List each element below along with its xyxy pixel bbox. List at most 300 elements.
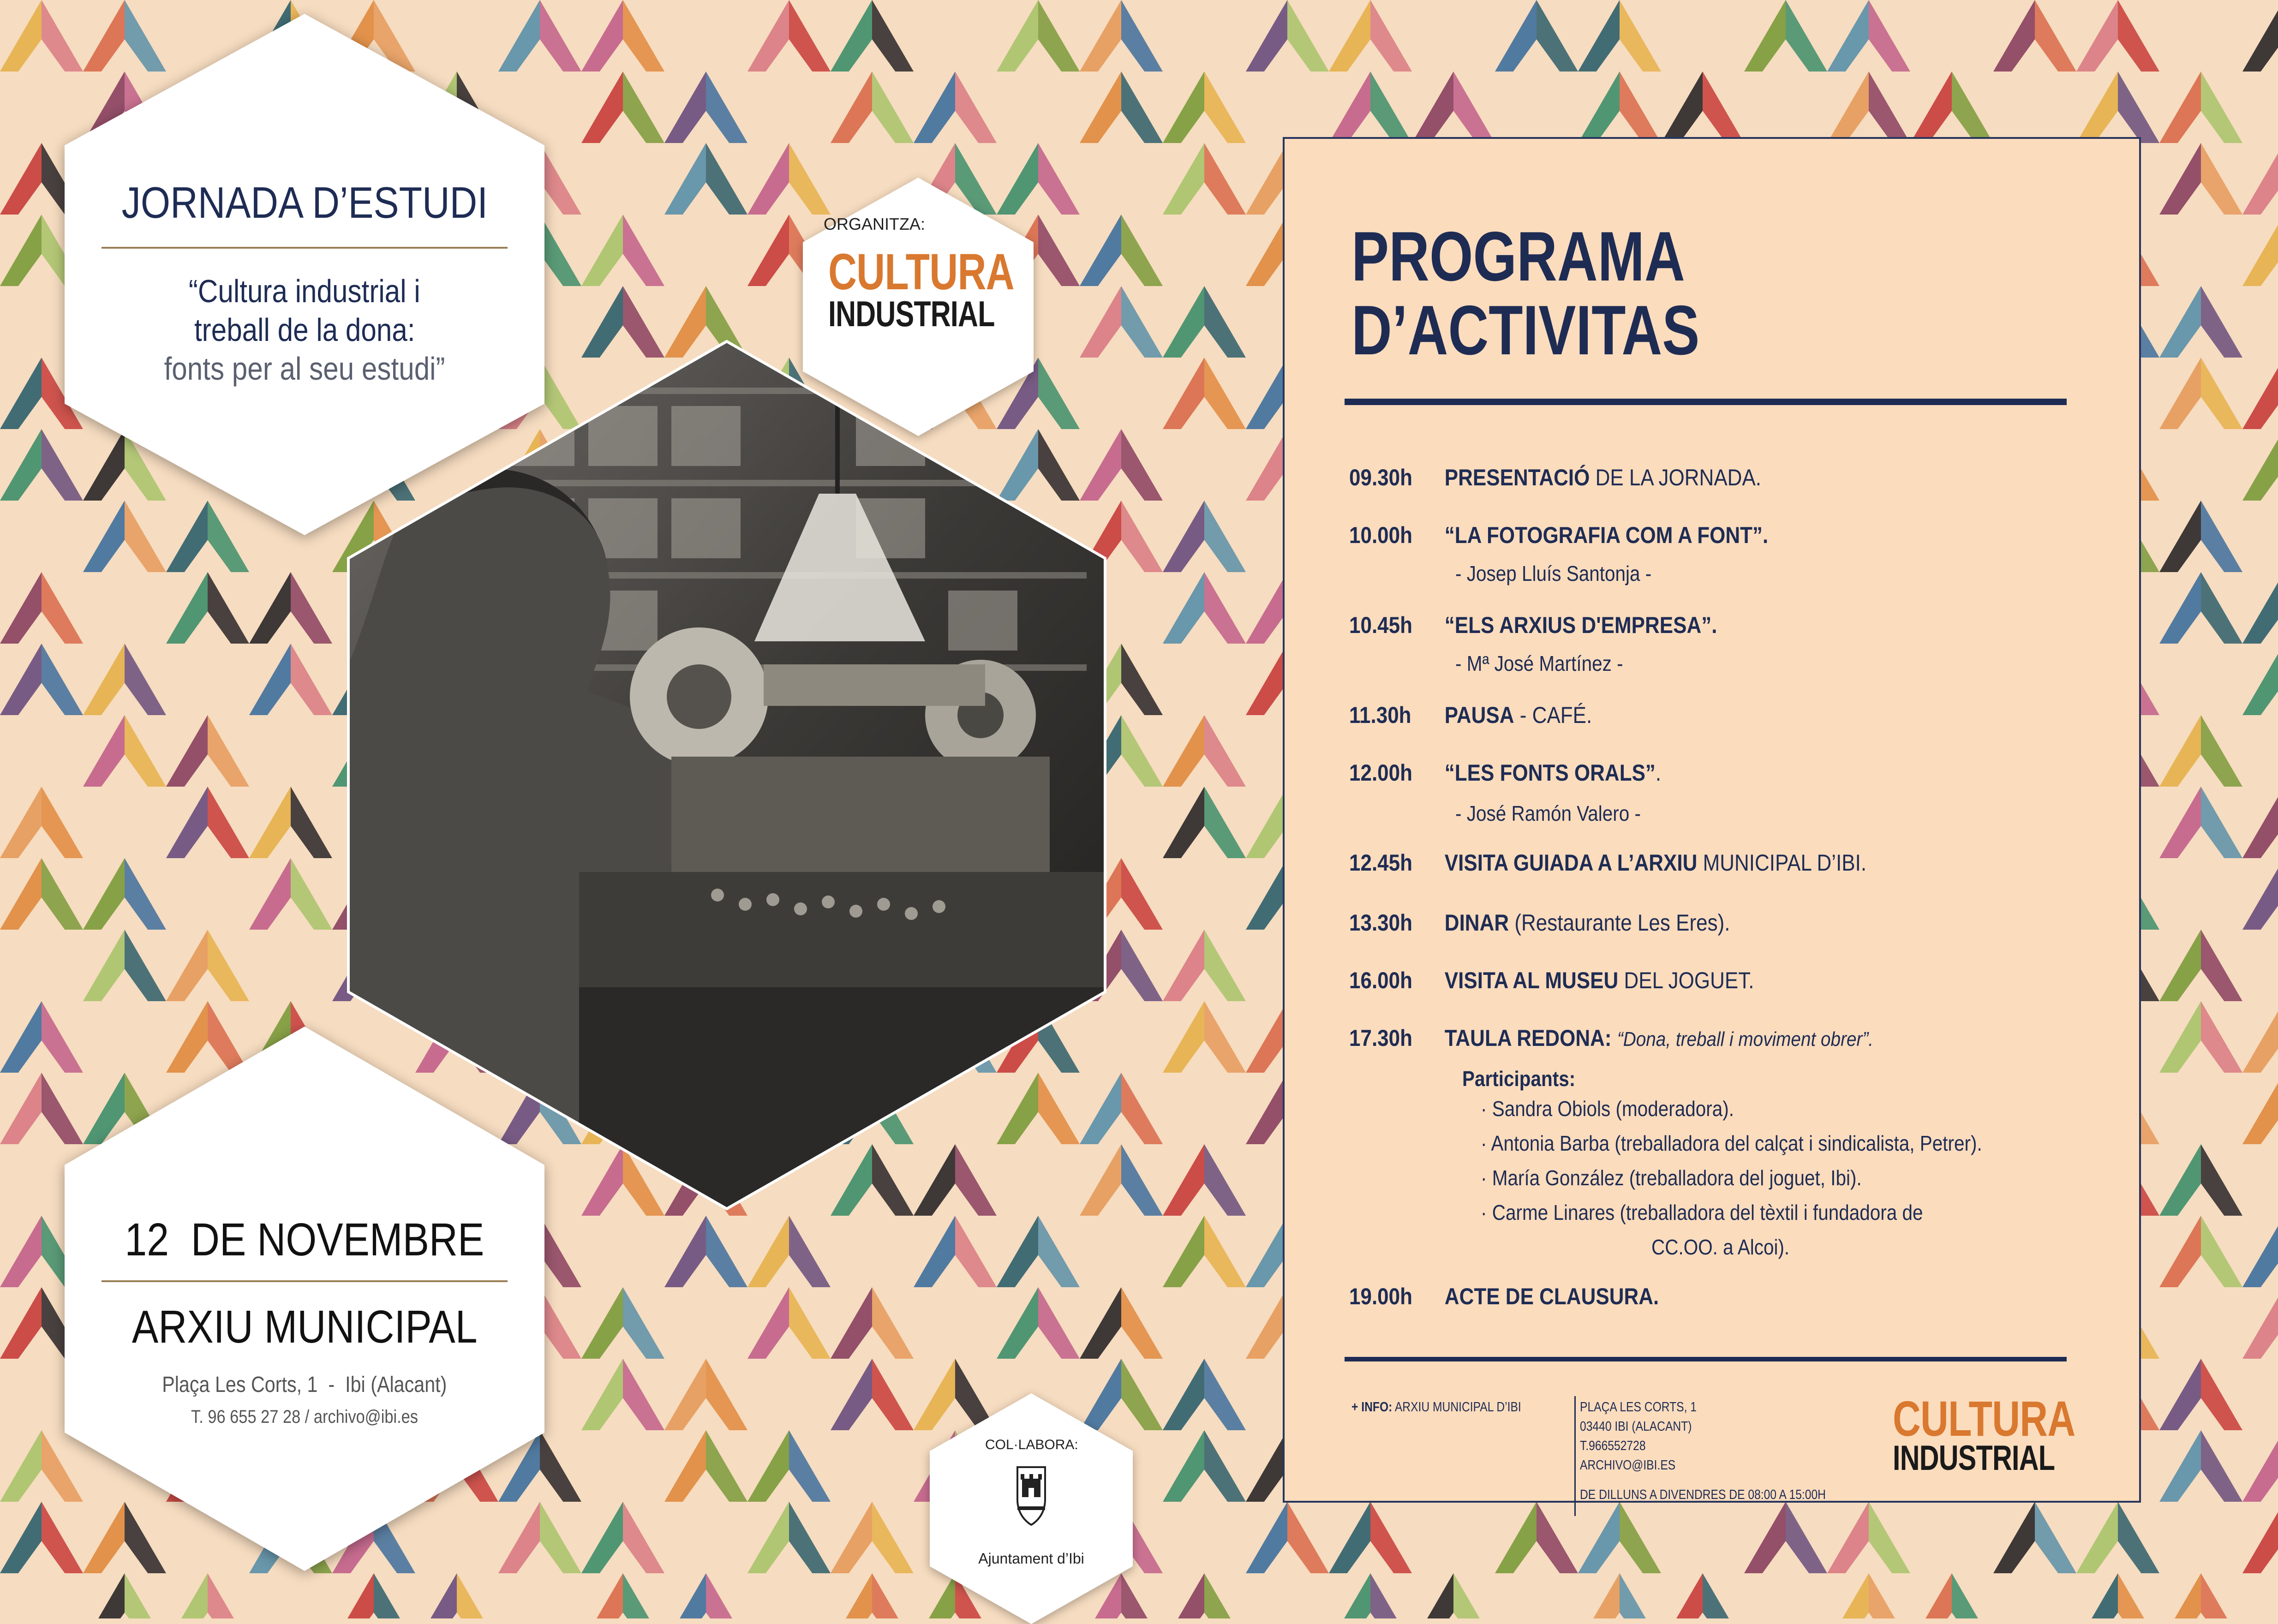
chevron-shape [1910, 1573, 1952, 1618]
chevron-shape [914, 1216, 955, 1287]
chevron-shape [291, 572, 332, 644]
program-item [1349, 464, 1761, 491]
chevron-shape [1661, 72, 1703, 143]
chevron-shape [249, 787, 291, 858]
chevron-shape [664, 1430, 706, 1502]
chevron-shape [2242, 1001, 2278, 1073]
chevron-shape [1121, 429, 1163, 501]
chevron-shape [1121, 1144, 1163, 1216]
chevron-shape [1620, 72, 1661, 143]
chevron-shape [1370, 72, 1412, 143]
chevron-shape [1744, 1502, 1786, 1573]
chevron-shape [2242, 787, 2278, 858]
chevron-shape [1121, 72, 1163, 143]
chevron-shape [1163, 1001, 1204, 1073]
program-item-time: 11.30h [1349, 702, 1411, 728]
participant-line: · Sandra Obiols (moderadora). [1481, 1097, 1734, 1121]
chevron-shape [1204, 1001, 1246, 1073]
chevron-shape [83, 644, 125, 715]
program-item-time: 12.45h [1349, 850, 1412, 876]
chevron-shape [1204, 1573, 1246, 1618]
chevron-shape [789, 1287, 831, 1359]
chevron-shape [623, 1502, 664, 1573]
chevron-shape [208, 572, 249, 644]
chevron-shape [1869, 1502, 1910, 1573]
chevron-shape [2242, 858, 2278, 930]
chevron-shape [2201, 1573, 2242, 1618]
program-item-title: TAULA REDONA: [1444, 1025, 1612, 1051]
chevron-shape [1163, 1144, 1204, 1216]
participants-label: Participants: [1462, 1067, 1576, 1091]
chevron-shape [2118, 72, 2159, 143]
chevron-shape [1204, 358, 1246, 429]
chevron-shape [249, 572, 291, 644]
chevron-shape [1827, 1502, 1869, 1573]
chevron-shape [872, 72, 914, 143]
chevron-shape [581, 1287, 623, 1359]
chevron-shape [2076, 1502, 2118, 1573]
chevron-shape [2242, 1216, 2278, 1287]
chevron-shape [747, 1216, 789, 1287]
chevron-shape [332, 1573, 374, 1618]
program-title [1351, 217, 1700, 370]
chevron-shape [125, 858, 166, 930]
chevron-shape [1412, 72, 1453, 143]
chevron-shape [1287, 0, 1329, 72]
chevron-shape [1121, 1073, 1163, 1144]
chevron-shape [208, 930, 249, 1001]
quote-line-2: treball de la dona: [194, 312, 415, 348]
chevron-shape [2076, 0, 2118, 72]
chevron-shape [1952, 72, 1993, 143]
chevron-shape [1453, 72, 1495, 143]
chevron-shape [1620, 1573, 1661, 1618]
chevron-shape [540, 215, 581, 286]
program-item [1349, 849, 1866, 876]
chevron-shape [166, 1573, 208, 1618]
chevron-shape [623, 0, 664, 72]
chevron-shape [1537, 1502, 1578, 1573]
chevron-shape [1163, 501, 1204, 572]
chevron-shape [540, 1287, 581, 1359]
program-item-detail: - CAFÉ. [1514, 702, 1592, 728]
participant-line: · Carme Linares (treballadora del tèxtil i fundadora de [1481, 1200, 1923, 1224]
chevron-shape [2242, 1287, 2278, 1359]
footer-logo-industrial: INDUSTRIAL [1893, 1439, 2055, 1478]
chevron-shape [1080, 0, 1121, 72]
chevron-shape [2242, 0, 2278, 72]
chevron-shape [1370, 1573, 1412, 1618]
quote-line-3: fonts per al seu estudi” [164, 351, 445, 387]
chevron-shape [1246, 1502, 1287, 1573]
chevron-shape [1703, 72, 1744, 143]
chevron-shape [789, 0, 831, 72]
collaborator-hexagon [930, 1393, 1133, 1624]
program-item-detail: “Dona, treball i moviment obrer”. [1617, 1028, 1874, 1051]
chevron-shape [2201, 1144, 2242, 1216]
collaborator-name: Ajuntament d’Ibi [978, 1550, 1084, 1567]
chevron-shape [0, 572, 42, 644]
chevron-shape [0, 644, 42, 715]
chevron-shape [1204, 1216, 1246, 1287]
chevron-shape [125, 1573, 166, 1618]
chevron-shape [2118, 1502, 2159, 1573]
chevron-shape [540, 0, 581, 72]
chevron-shape [2159, 1430, 2201, 1502]
chevron-shape [1786, 0, 1827, 72]
program-item-time: 09.30h [1349, 465, 1412, 490]
chevron-shape [1910, 72, 1952, 143]
chevron-shape [872, 1287, 914, 1359]
program-item-time: 17.30h [1349, 1025, 1412, 1051]
chevron-shape [1204, 286, 1246, 358]
chevron-shape [2242, 215, 2278, 286]
organiser-logo [828, 244, 1066, 334]
chevron-shape [623, 215, 664, 286]
chevron-shape [1038, 143, 1080, 215]
chevron-shape [1329, 1573, 1370, 1618]
collaborator-label: COL·LABORA: [985, 1437, 1078, 1452]
program-item-title: “ELS ARXIUS D'EMPRESA”. [1444, 612, 1717, 638]
chevron-shape [581, 215, 623, 286]
chevron-shape [1329, 1502, 1370, 1573]
chevron-shape [0, 787, 42, 858]
chevron-shape [1204, 501, 1246, 572]
chevron-shape [2118, 0, 2159, 72]
chevron-shape [2159, 572, 2201, 644]
chevron-shape [997, 1216, 1038, 1287]
program-top-bar [1345, 399, 2067, 405]
chevron-shape [872, 1573, 914, 1618]
chevron-shape [1246, 358, 1287, 429]
chevron-shape [540, 1502, 581, 1573]
chevron-shape [664, 1573, 706, 1618]
chevron-shape [1038, 0, 1080, 72]
chevron-shape [125, 644, 166, 715]
chevron-shape [706, 143, 747, 215]
quote-line-1: “Cultura industrial i [189, 273, 420, 309]
date-venue-hexagon [65, 1027, 544, 1571]
chevron-shape [1246, 572, 1287, 644]
chevron-shape [83, 930, 125, 1001]
chevron-shape [1163, 1216, 1204, 1287]
chevron-shape [1038, 1287, 1080, 1359]
chevron-shape [1246, 1001, 1287, 1073]
program-item-detail: . [1655, 760, 1662, 786]
chevron-shape [2159, 930, 2201, 1001]
program-panel [1283, 137, 2141, 1503]
chevron-shape [1204, 1430, 1246, 1502]
chevron-shape [1038, 1216, 1080, 1287]
chevron-shape [291, 644, 332, 715]
chevron-shape [664, 143, 706, 215]
chevron-shape [1246, 644, 1287, 715]
chevron-shape [2242, 644, 2278, 715]
logo-word-industrial: INDUSTRIAL [828, 293, 995, 334]
chevron-shape [1121, 644, 1163, 715]
chevron-shape [1703, 1573, 1744, 1618]
chevron-shape [1869, 0, 1910, 72]
program-item [1349, 909, 1730, 936]
chevron-shape [83, 858, 125, 930]
program-bottom-bar [1345, 1357, 2067, 1361]
chevron-shape [1204, 143, 1246, 215]
chevron-shape [831, 0, 872, 72]
program-item-title: PRESENTACIÓ [1444, 465, 1590, 490]
chevron-shape [374, 1573, 415, 1618]
title-divider [102, 247, 508, 249]
chevron-shape [1246, 0, 1287, 72]
chevron-shape [1163, 1430, 1204, 1502]
chevron-shape [872, 1359, 914, 1430]
program-item-title: “LA FOTOGRAFIA COM A FONT”. [1444, 522, 1769, 548]
chevron-shape [2242, 358, 2278, 429]
chevron-shape [1121, 501, 1163, 572]
program-title-line-2: D’ACTIVITAS [1351, 291, 1700, 370]
chevron-shape [789, 1502, 831, 1573]
chevron-shape [1163, 572, 1204, 644]
chevron-shape [540, 143, 581, 215]
chevron-shape [249, 644, 291, 715]
chevron-shape [249, 858, 291, 930]
program-item-detail: MUNICIPAL D’IBI. [1697, 850, 1867, 876]
chevron-shape [1246, 858, 1287, 930]
program-item-detail: DEL JOGUET. [1618, 967, 1754, 993]
chevron-shape [2201, 1001, 2242, 1073]
logo-word-cultura: CULTURA [828, 244, 1014, 300]
chevron-shape [0, 358, 42, 429]
chevron-shape [664, 1216, 706, 1287]
chevron-shape [1080, 215, 1121, 286]
chevron-shape [2242, 143, 2278, 215]
program-item-title: PAUSA [1444, 702, 1514, 728]
chevron-shape [1246, 1287, 1287, 1359]
chevron-shape [1329, 72, 1370, 143]
program-item-title: DINAR [1444, 910, 1509, 936]
chevron-shape [2035, 0, 2076, 72]
chevron-shape [2159, 72, 2201, 143]
chevron-shape [1537, 0, 1578, 72]
chevron-shape [1993, 1502, 2035, 1573]
chevron-shape [955, 1216, 997, 1287]
chevron-shape [2159, 358, 2201, 429]
chevron-shape [1163, 787, 1204, 858]
chevron-shape [208, 715, 249, 787]
chevron-shape [747, 215, 789, 286]
program-item-time: 16.00h [1349, 967, 1412, 993]
chevron-shape [1246, 1430, 1287, 1502]
footer-address-line: 03440 IBI (ALACANT) [1580, 1419, 1692, 1434]
chevron-shape [1578, 72, 1620, 143]
chevron-shape [2159, 143, 2201, 215]
program-item-title: “LES FONTS ORALS” [1444, 760, 1656, 786]
chevron-shape [2159, 715, 2201, 787]
footer-info [1351, 1398, 1521, 1416]
chevron-shape [1246, 1073, 1287, 1144]
chevron-shape [2242, 1073, 2278, 1144]
chevron-shape [831, 1359, 872, 1430]
chevron-shape [42, 787, 83, 858]
program-item-time: 19.00h [1349, 1284, 1412, 1309]
chevron-shape [1952, 1573, 1993, 1618]
chevron-shape [2076, 1573, 2118, 1618]
organiser-label: ORGANITZA: [824, 215, 926, 233]
event-date: 12 DE NOVEMBRE [125, 1214, 484, 1266]
program-item [1349, 1283, 1659, 1310]
chevron-shape [706, 1430, 747, 1502]
chevron-shape [2242, 572, 2278, 644]
chevron-shape [1163, 358, 1204, 429]
chevron-shape [2159, 286, 2201, 358]
chevron-shape [1370, 1502, 1412, 1573]
chevron-shape [1121, 930, 1163, 1001]
chevron-shape [2201, 1216, 2242, 1287]
chevron-shape [125, 715, 166, 787]
chevron-shape [831, 1573, 872, 1618]
chevron-shape [457, 1573, 498, 1618]
chevron-shape [789, 1216, 831, 1287]
chevron-shape [872, 0, 914, 72]
chevron-shape [1578, 1573, 1620, 1618]
organiser-hexagon [803, 178, 1034, 436]
chevron-shape [1163, 286, 1204, 358]
chevron-shape [2201, 501, 2242, 572]
footer-divider [1574, 1396, 1576, 1516]
chevron-shape [1495, 1502, 1537, 1573]
chevron-shape [706, 1573, 747, 1618]
chevron-shape [664, 1359, 706, 1430]
program-item-time: 10.00h [1349, 522, 1412, 548]
chevron-shape [1204, 72, 1246, 143]
chevron-shape [581, 0, 623, 72]
chevron-shape [1121, 215, 1163, 286]
chevron-shape [83, 715, 125, 787]
chevron-shape [0, 1502, 42, 1573]
chevron-shape [1661, 1573, 1703, 1618]
chevron-shape [706, 1359, 747, 1430]
chevron-shape [2159, 501, 2201, 572]
chevron-shape [2201, 72, 2242, 143]
chevron-shape [1869, 72, 1910, 143]
chevron-shape [831, 72, 872, 143]
chevron-shape [166, 715, 208, 787]
chevron-shape [1329, 0, 1370, 72]
chevron-shape [1204, 715, 1246, 787]
chevron-shape [2242, 1430, 2278, 1502]
chevron-shape [1827, 72, 1869, 143]
chevron-shape [208, 787, 249, 858]
chevron-shape [1620, 1502, 1661, 1573]
chevron-shape [747, 0, 789, 72]
footer-info-label: + INFO: [1351, 1400, 1393, 1415]
chevron-shape [2159, 1216, 2201, 1287]
chevron-shape [1163, 715, 1204, 787]
chevron-shape [125, 930, 166, 1001]
chevron-shape [2201, 358, 2242, 429]
chevron-shape [1163, 1359, 1204, 1430]
chevron-shape [1578, 0, 1620, 72]
chevron-shape [831, 1502, 872, 1573]
chevron-shape [747, 1502, 789, 1573]
chevron-shape [1121, 286, 1163, 358]
chevron-shape [1287, 1502, 1329, 1573]
program-item-speaker: - José Ramón Valero - [1455, 801, 1641, 825]
chevron-shape [1204, 1359, 1246, 1430]
chevron-shape [581, 1573, 623, 1618]
chevron-shape [623, 1573, 664, 1618]
program-item-detail: (Restaurante Les Eres). [1509, 910, 1730, 936]
chevron-shape [747, 1430, 789, 1502]
chevron-shape [166, 572, 208, 644]
chevron-shape [1578, 1502, 1620, 1573]
chevron-shape [2201, 286, 2242, 358]
program-item-time: 13.30h [1349, 910, 1412, 936]
chevron-shape [623, 72, 664, 143]
event-contact: T. 96 655 27 28 / archivo@ibi.es [191, 1407, 418, 1427]
program-item [1349, 1025, 1873, 1051]
chevron-shape [0, 1430, 42, 1502]
chevron-shape [2201, 715, 2242, 787]
chevron-shape [2076, 72, 2118, 143]
program-item-title: ACTE DE CLAUSURA. [1444, 1284, 1659, 1309]
program-item-title: VISITA GUIADA A L’ARXIU [1444, 850, 1698, 876]
participant-line: · María González (treballadora del joguet, Ibi). [1481, 1166, 1862, 1190]
program-item [1349, 702, 1592, 728]
chevron-shape [0, 858, 42, 930]
chevron-shape [623, 1287, 664, 1359]
chevron-shape [2201, 572, 2242, 644]
chevron-shape [1121, 858, 1163, 930]
chevron-shape [1204, 1144, 1246, 1216]
participant-line: CC.OO. a Alcoi). [1651, 1235, 1790, 1259]
chevron-shape [581, 1359, 623, 1430]
chevron-shape [1163, 1573, 1204, 1618]
chevron-shape [1246, 143, 1287, 215]
chevron-shape [914, 72, 955, 143]
footer-info-text: ARXIU MUNICIPAL D’IBI [1394, 1400, 1521, 1415]
chevron-shape [42, 572, 83, 644]
chevron-shape [1412, 1573, 1453, 1618]
chevron-shape [1163, 930, 1204, 1001]
chevron-shape [291, 858, 332, 930]
event-address: Plaça Les Corts, 1 - Ibi (Alacant) [162, 1373, 447, 1397]
chevron-shape [83, 1573, 125, 1618]
chevron-shape [166, 787, 208, 858]
chevron-shape [1121, 1287, 1163, 1359]
chevron-shape [208, 1573, 249, 1618]
chevron-shape [1121, 715, 1163, 787]
chevron-shape [2035, 1502, 2076, 1573]
chevron-shape [2159, 787, 2201, 858]
chevron-shape [664, 72, 706, 143]
participant-line: · Antonia Barba (treballadora del calçat i sindicalista, Petrer). [1481, 1131, 1982, 1155]
chevron-shape [2159, 1573, 2201, 1618]
chevron-shape [747, 1287, 789, 1359]
chevron-shape [2201, 1430, 2242, 1502]
chevron-shape [1453, 1573, 1495, 1618]
chevron-shape [166, 930, 208, 1001]
chevron-shape [2201, 1359, 2242, 1430]
chevron-shape [789, 1430, 831, 1502]
chevron-shape [2201, 787, 2242, 858]
chevron-shape [1869, 1573, 1910, 1618]
chevron-shape [1204, 787, 1246, 858]
chevron-shape [291, 787, 332, 858]
chevron-shape [1495, 0, 1537, 72]
program-item [1349, 759, 1661, 786]
chevron-shape [831, 1287, 872, 1359]
chevron-shape [1786, 1502, 1827, 1573]
